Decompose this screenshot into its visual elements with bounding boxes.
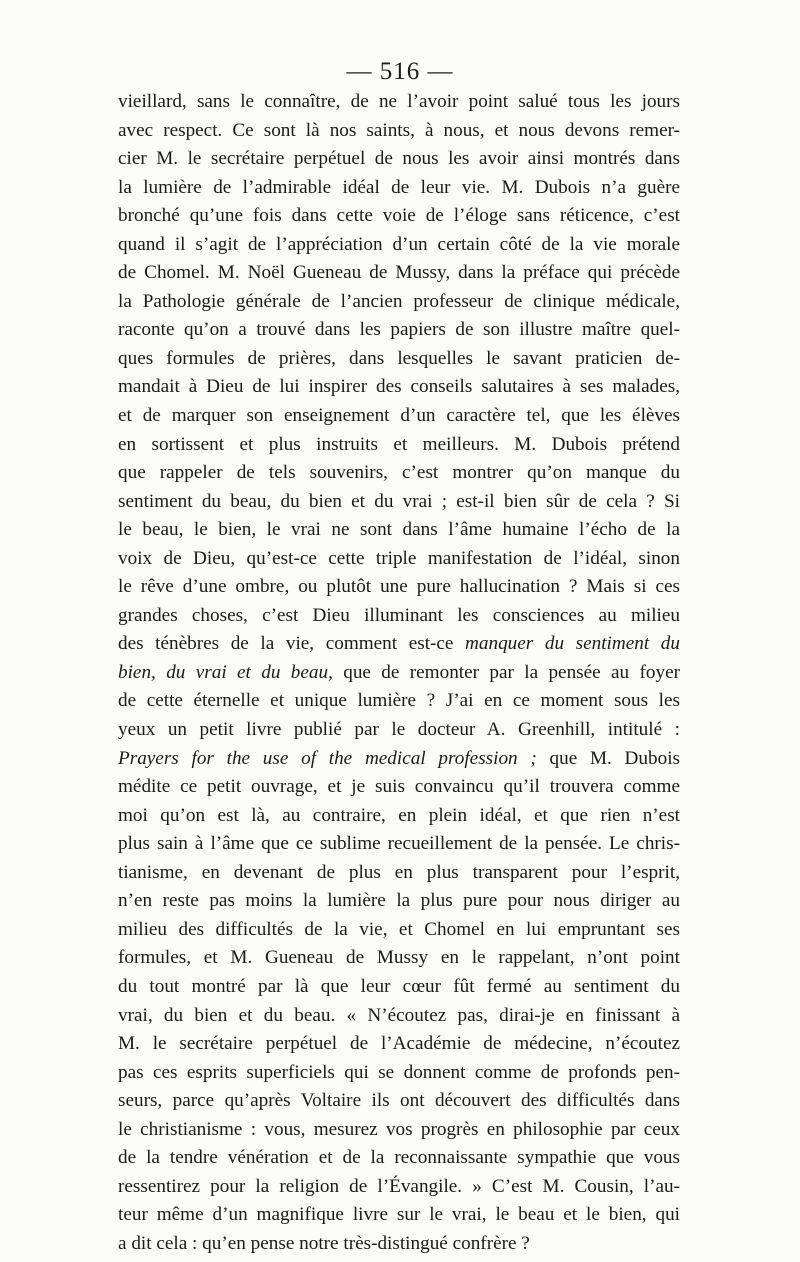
text-segment: ressentirez pour la religion de l’Évangile. » C’est M. Cousin, l’au- — [118, 1175, 680, 1197]
text-segment: milieu des difficultés de la vie, et Chomel en lui empruntant ses — [118, 918, 680, 940]
text-line — [118, 459, 680, 488]
text-line — [118, 145, 680, 174]
text-segment: plus sain à l’âme que ce sublime recueillement de la pensée. Le chris- — [118, 833, 680, 855]
text-line — [118, 830, 680, 859]
text-line — [118, 1173, 680, 1202]
text-line — [118, 973, 680, 1002]
italic-text: manquer du sentiment du — [465, 633, 680, 655]
text-line — [118, 687, 680, 716]
text-segment: avec respect. Ce sont là nos saints, à nous, et nous devons remer- — [118, 119, 680, 141]
text-line — [118, 1002, 680, 1031]
text-segment: que de remonter par la pensée au foyer — [332, 661, 680, 683]
text-segment: du tout montré par là que leur cœur fût fermé au sentiment du — [118, 975, 680, 997]
text-line — [118, 231, 680, 260]
italic-text: Prayers for the use of the medical profession ; — [118, 747, 537, 769]
text-line — [118, 859, 680, 888]
text-segment: bronché qu’une fois dans cette voie de l’éloge sans réticence, c’est — [118, 205, 680, 227]
body-text — [118, 88, 680, 1258]
text-line — [118, 1059, 680, 1088]
text-segment: de Chomel. M. Noël Gueneau de Mussy, dans la préface qui précède — [118, 262, 680, 284]
text-line — [118, 288, 680, 317]
text-line — [118, 659, 680, 688]
text-line — [118, 316, 680, 345]
text-line — [118, 202, 680, 231]
text-line — [118, 516, 680, 545]
text-line — [118, 916, 680, 945]
text-line — [118, 716, 680, 745]
page-number: — 516 — — [346, 58, 454, 85]
text-segment: le christianisme : vous, mesurez vos progrès en philosophie par ceux — [118, 1118, 680, 1140]
text-line — [118, 1116, 680, 1145]
text-line — [118, 1201, 680, 1230]
text-line — [118, 174, 680, 203]
text-line — [118, 602, 680, 631]
text-segment: yeux un petit livre publié par le docteur A. Greenhill, intitulé : — [118, 719, 680, 741]
text-segment: vrai, du bien et du beau. « N’écoutez pas, dirai-je en finissant à — [118, 1004, 680, 1026]
text-line — [118, 1144, 680, 1173]
text-segment: M. le secrétaire perpétuel de l’Académie de médecine, n’écoutez — [118, 1033, 680, 1055]
italic-text: bien, du vrai et du beau, — [118, 661, 333, 683]
text-segment: en sortissent et plus instruits et meilleurs. M. Dubois prétend — [118, 433, 680, 455]
text-line — [118, 1030, 680, 1059]
text-line — [118, 373, 680, 402]
text-line — [118, 1087, 680, 1116]
text-segment: des ténèbres de la vie, comment est-ce — [118, 633, 466, 655]
text-segment: voix de Dieu, qu’est-ce cette triple manifestation de l’idéal, sinon — [118, 547, 680, 569]
text-line — [118, 545, 680, 574]
text-segment: formules, et M. Gueneau de Mussy en le rappelant, n’ont point — [118, 947, 680, 969]
text-segment: sentiment du beau, du bien et du vrai ; est-il bien sûr de cela ? Si — [118, 490, 680, 512]
text-line — [118, 745, 680, 774]
text-line — [118, 1230, 680, 1259]
text-segment: teur même d’un magnifique livre sur le vrai, le beau et le bien, qui — [118, 1204, 680, 1226]
text-segment: cier M. le secrétaire perpétuel de nous les avoir ainsi montrés dans — [118, 148, 680, 170]
text-segment: médite ce petit ouvrage, et je suis convaincu qu’il trouvera comme — [118, 776, 680, 798]
text-segment: le rêve d’une ombre, ou plutôt une pure hallucination ? Mais si ces — [118, 576, 680, 598]
text-line — [118, 488, 680, 517]
text-line — [118, 773, 680, 802]
text-line — [118, 402, 680, 431]
text-segment: pas ces esprits superficiels qui se donnent comme de profonds pen- — [118, 1061, 680, 1083]
text-line — [118, 802, 680, 831]
text-line — [118, 630, 680, 659]
text-line — [118, 259, 680, 288]
text-segment: la Pathologie générale de l’ancien professeur de clinique médicale, — [118, 290, 680, 312]
text-segment: a dit cela : qu’en pense notre très-distingué confrère ? — [118, 1232, 530, 1254]
text-segment: le beau, le bien, le vrai ne sont dans l’âme humaine l’écho de la — [118, 519, 680, 541]
text-line — [118, 345, 680, 374]
text-segment: seurs, parce qu’après Voltaire ils ont découvert des difficultés dans — [118, 1090, 680, 1112]
text-segment: grandes choses, c’est Dieu illuminant les consciences au milieu — [118, 604, 680, 626]
text-segment: mandait à Dieu de lui inspirer des conseils salutaires à ses malades, — [118, 376, 680, 398]
text-line — [118, 117, 680, 146]
text-line — [118, 573, 680, 602]
text-line — [118, 887, 680, 916]
text-segment: de la tendre vénération et de la reconnaissante sympathie que vous — [118, 1147, 680, 1169]
text-segment: ques formules de prières, dans lesquelles le savant praticien de- — [118, 347, 680, 369]
text-segment: quand il s’agit de l’appréciation d’un certain côté de la vie morale — [118, 233, 680, 255]
text-segment: que M. Dubois — [536, 747, 680, 769]
text-line — [118, 431, 680, 460]
text-segment: tianisme, en devenant de plus en plus transparent pour l’esprit, — [118, 861, 680, 883]
text-segment: moi qu’on est là, au contraire, en plein idéal, et que rien n’est — [118, 804, 680, 826]
text-segment: de cette éternelle et unique lumière ? J’ai en ce moment sous les — [118, 690, 680, 712]
text-segment: que rappeler de tels souvenirs, c’est montrer qu’on manque du — [118, 462, 680, 484]
text-line — [118, 944, 680, 973]
text-segment: n’en reste pas moins la lumière la plus pure pour nous diriger au — [118, 890, 680, 912]
text-segment: raconte qu’on a trouvé dans les papiers de son illustre maître quel- — [118, 319, 680, 341]
text-segment: vieillard, sans le connaître, de ne l’avoir point salué tous les jours — [118, 91, 680, 112]
text-line — [118, 88, 680, 117]
text-segment: la lumière de l’admirable idéal de leur vie. M. Dubois n’a guère — [118, 176, 680, 198]
text-segment: et de marquer son enseignement d’un caractère tel, que les élèves — [118, 405, 680, 427]
